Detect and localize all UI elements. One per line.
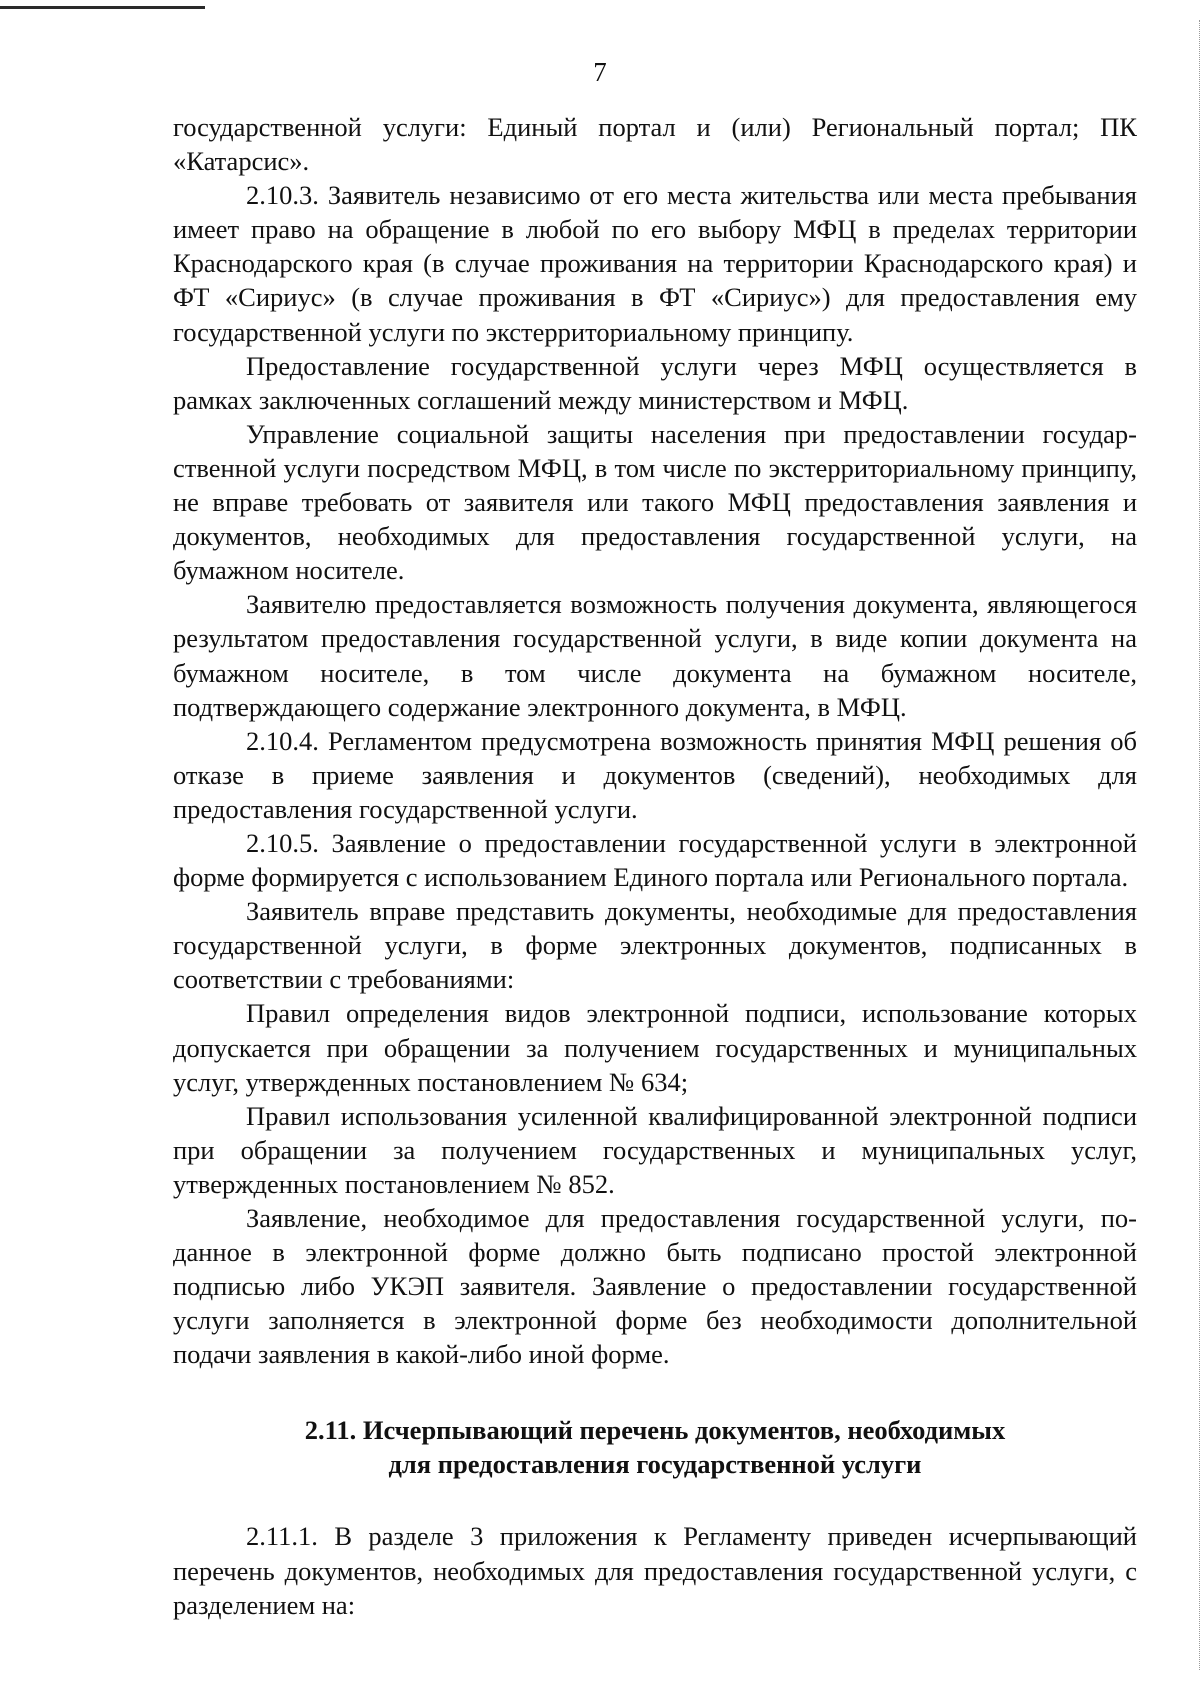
paragraph-mfc-agreements: Предоставление государственной услуги через МФЦ осуществляется в рамках заключенных соглашений между министерством и МФЦ. [173, 350, 1137, 415]
page-number: 7 [593, 57, 607, 87]
section-heading-2-11 [173, 1413, 1137, 1481]
paragraph-2-10-5: 2.10.5. Заявление о предоставлении государственной услуги в электронной форме формируется с использованием Единого портала или Регионального портала. [173, 827, 1137, 893]
paragraph-continuation: государственной услуги: Единый портал и (или) Региональный портал; ПК «Катарсис». [173, 112, 1137, 177]
paragraph-social-protection: Управление социальной защиты населения при предоставлении государственной услуги посредством МФЦ, в том числе по экстерриториальному принципу, не вправе требовать от заявителя или такого МФЦ предоставления заявления и документов, необходимых для предоставления государственной услуги, на бумажном носителе. [173, 418, 1137, 586]
paragraph-rules-634: Правил определения видов электронной подписи, использование которых допускается при обращении за получением государственных и муниципальных услуг, утвержденных постановлением № 634; [173, 998, 1137, 1097]
scan-edge-line [0, 6, 205, 9]
paragraph-electronic-documents: Заявитель вправе представить документы, необходимые для предоставления государственной услуги, в форме электронных документов, подписанных в соответствии с требованиями: [173, 896, 1137, 995]
document-body [173, 110, 1137, 1622]
paragraph-2-10-3: 2.10.3. Заявитель независимо от его места жительства или места пребывания имеет право на обращение в любой по его выбору МФЦ в пределах территории Краснодарского края (в случае проживания на территории Краснодарского края) и ФТ «Сириус» (в случае проживания в ФТ «Сириус») для предоставления ему государственной услуги по экстерриториальному принципу. [173, 180, 1137, 347]
paragraph-rules-852: Правил использования усиленной квалифицированной электронной подписи при обращении за получением государственных и муниципальных услуг, утвержденных постановлением № 852. [173, 1100, 1137, 1199]
paragraph-application-signature: Заявление, необходимое для предоставления государственной услуги, поданное в электронной форме должно быть подписано простой электронной подписью либо УКЭП заявителя. Заявление о предоставлении государственной услуги заполняется в электронной форме без необходимости дополнительной подачи заявления в какой-либо иной форме. [173, 1203, 1137, 1370]
paragraph-2-10-4: 2.10.4. Регламентом предусмотрена возможность принятия МФЦ решения об отказе в приеме заявления и документов (сведений), необходимых для предоставления государственной услуги. [173, 725, 1137, 824]
paragraph-2-11-1: 2.11.1. В разделе 3 приложения к Регламенту приведен исчерпывающий перечень документов, необходимых для предоставления государственной услуги, с разделением на: [173, 1521, 1137, 1620]
section-heading-line-1: 2.11. Исчерпывающий перечень документов, необходимых [304, 1415, 1006, 1446]
paragraph-result-copy: Заявителю предоставляется возможность получения документа, являющегося результатом предоставления государственной услуги, в виде копии документа на бумажном носителе, в том числе документа на бумажном носителе, подтверждающего содержание электронного документа, в МФЦ. [173, 589, 1137, 722]
section-heading-line-2: для предоставления государственной услуги [388, 1449, 922, 1480]
scan-margin-dots [1193, 20, 1200, 1670]
